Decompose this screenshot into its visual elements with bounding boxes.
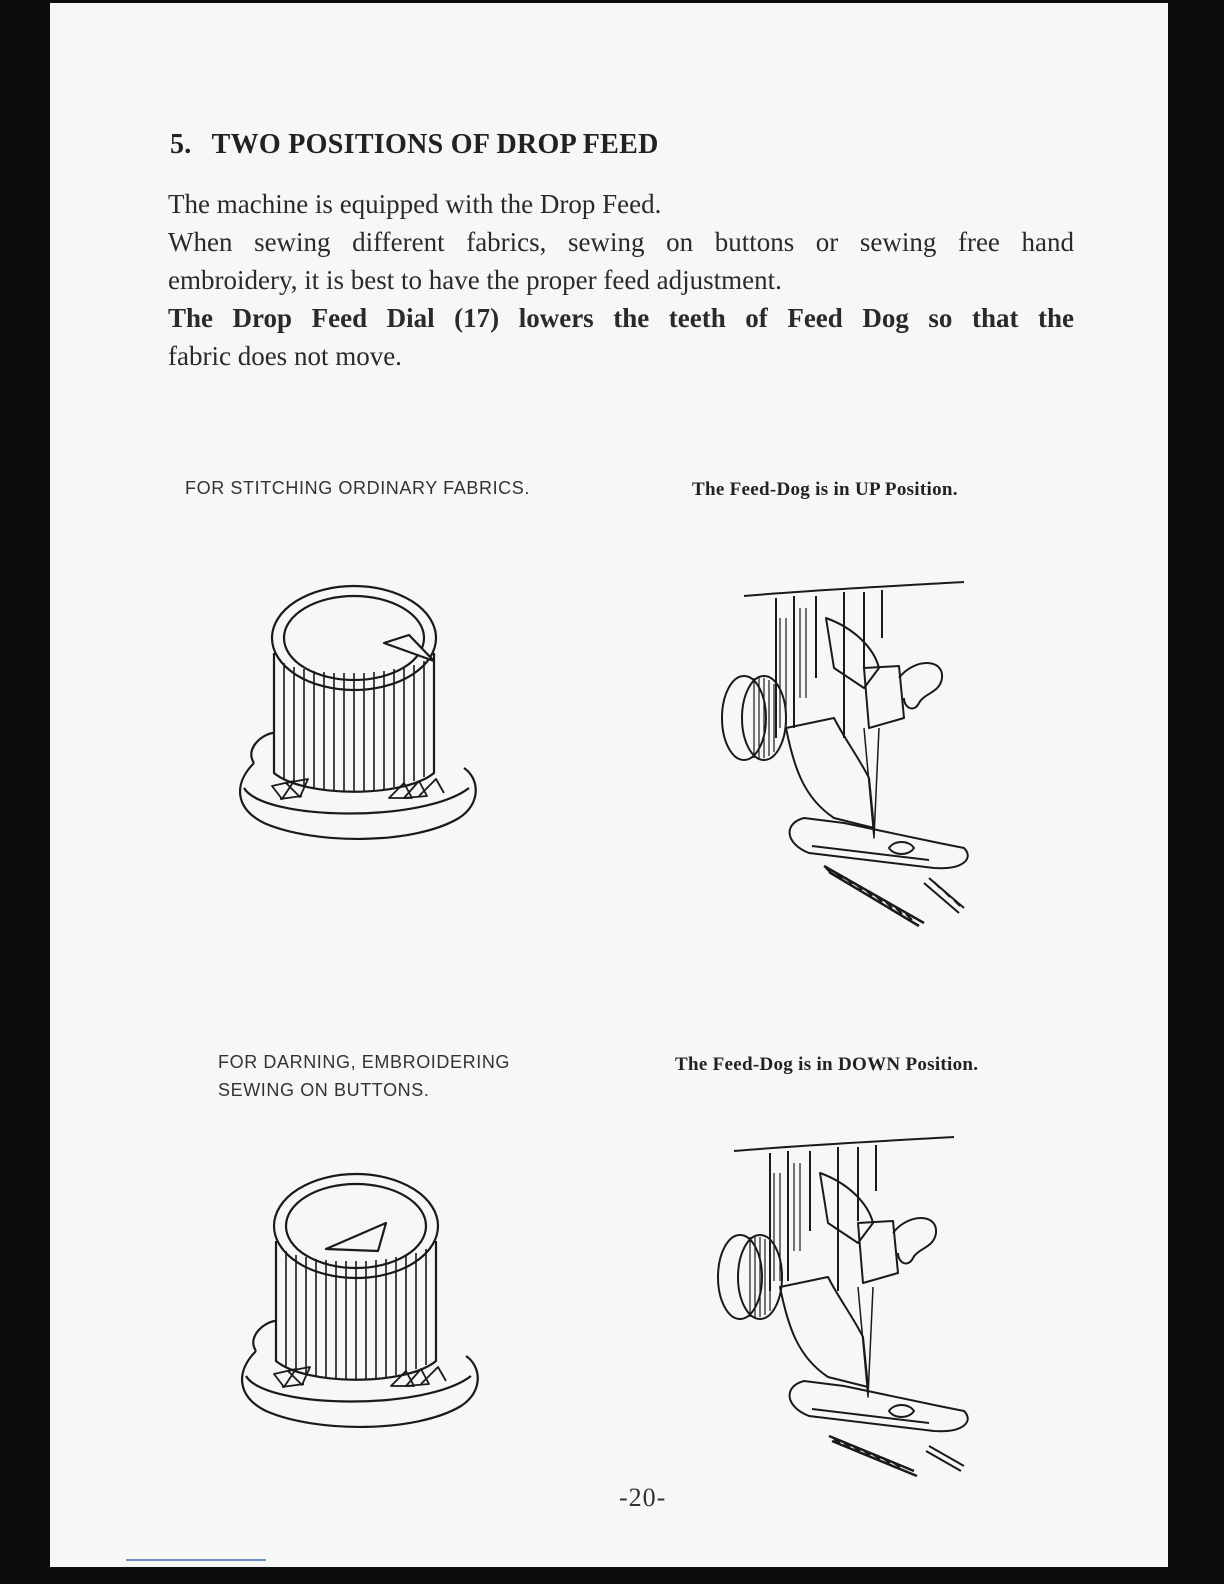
section-number: 5. — [170, 129, 192, 160]
caption-darning-line-1: FOR DARNING, EMBROIDERING — [218, 1052, 511, 1072]
footer-rule — [126, 1559, 266, 1561]
feed-dog-down-illustration — [714, 1131, 974, 1491]
manual-page — [44, 3, 1168, 1567]
intro-line-1: The machine is equipped with the Drop Feed. — [168, 189, 662, 219]
intro-paragraph — [168, 185, 1074, 375]
feed-dog-up-illustration — [714, 578, 974, 938]
page-number: -20- — [619, 1483, 667, 1512]
intro-line-5: fabric does not move. — [168, 341, 402, 371]
caption-feed-dog-up: The Feed-Dog is in UP Position. — [692, 479, 958, 500]
drop-feed-dial-down-illustration — [226, 1171, 496, 1441]
caption-feed-dog-down: The Feed-Dog is in DOWN Position. — [675, 1054, 979, 1075]
intro-line-2: When sewing different fabrics, sewing on buttons or sewing free hand — [168, 227, 1074, 257]
scan-left-edge — [44, 0, 50, 1584]
section-title: TWO POSITIONS OF DROP FEED — [211, 129, 659, 160]
intro-line-3: embroidery, it is best to have the proper feed adjustment. — [168, 265, 782, 295]
drop-feed-dial-up-illustration — [224, 583, 494, 853]
scan-bottom-edge — [0, 1567, 1224, 1584]
section-heading — [170, 129, 659, 161]
caption-darning-line-2: SEWING ON BUTTONS. — [218, 1080, 430, 1100]
intro-line-4: The Drop Feed Dial (17) lowers the teeth of Feed Dog so that the — [168, 303, 1074, 333]
caption-ordinary-fabrics: FOR STITCHING ORDINARY FABRICS. — [185, 478, 530, 498]
